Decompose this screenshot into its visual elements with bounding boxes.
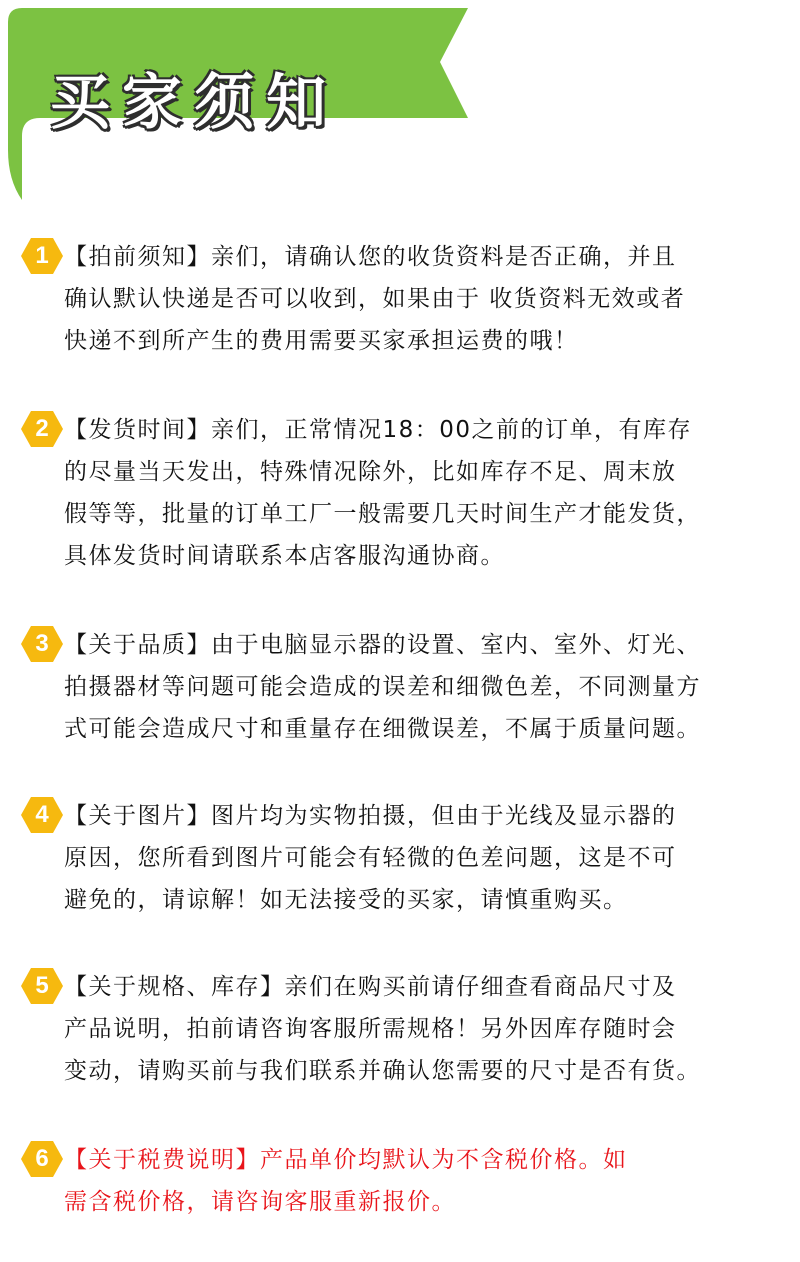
- notice-item-6: [20, 1139, 790, 1223]
- notice-item-4: [20, 795, 790, 921]
- notice-text: 【关于税费说明】产品单价均默认为不含税价格。如 需含税价格，请咨询客服重新报价。: [64, 1147, 628, 1215]
- page-title: 买家须知: [50, 68, 338, 138]
- notice-text: 【发货时间】亲们，正常情况18：00之前的订单，有库存 的尽量当天发出，特殊情况除外，比如库存不足、周末放 假等等，批量的订单工厂一般需要几天时间生产才能发货， 具体发货时间请联系本店客服沟通协商。: [64, 417, 701, 569]
- number-badge: 5: [20, 966, 64, 1006]
- number-badge: 4: [20, 795, 64, 835]
- notice-text: 【关于图片】图片均为实物拍摄，但由于光线及显示器的 原因，您所看到图片可能会有轻微的色差问题，这是不可 避免的，请谅解！如无法接受的买家，请慎重购买。: [64, 803, 677, 913]
- number-badge: 6: [20, 1139, 64, 1179]
- number-badge: 1: [20, 236, 64, 276]
- notice-item-3: [20, 624, 790, 750]
- notice-item-1: [20, 236, 790, 362]
- header-banner: [0, 0, 480, 210]
- notice-item-5: [20, 966, 790, 1092]
- number-badge: 3: [20, 624, 64, 664]
- notice-item-2: [20, 409, 790, 577]
- notice-text: 【关于品质】由于电脑显示器的设置、室内、室外、灯光、 拍摄器材等问题可能会造成的误差和细微色差，不同测量方 式可能会造成尺寸和重量存在细微误差，不属于质量问题。: [64, 632, 701, 742]
- number-badge: 2: [20, 409, 64, 449]
- notice-text: 【拍前须知】亲们，请确认您的收货资料是否正确，并且 确认默认快递是否可以收到，如果由于 收货资料无效或者 快递不到所产生的费用需要买家承担运费的哦！: [64, 244, 686, 354]
- notice-text: 【关于规格、库存】亲们在购买前请仔细查看商品尺寸及 产品说明，拍前请咨询客服所需规格！另外因库存随时会 变动，请购买前与我们联系并确认您需要的尺寸是否有货。: [64, 974, 701, 1084]
